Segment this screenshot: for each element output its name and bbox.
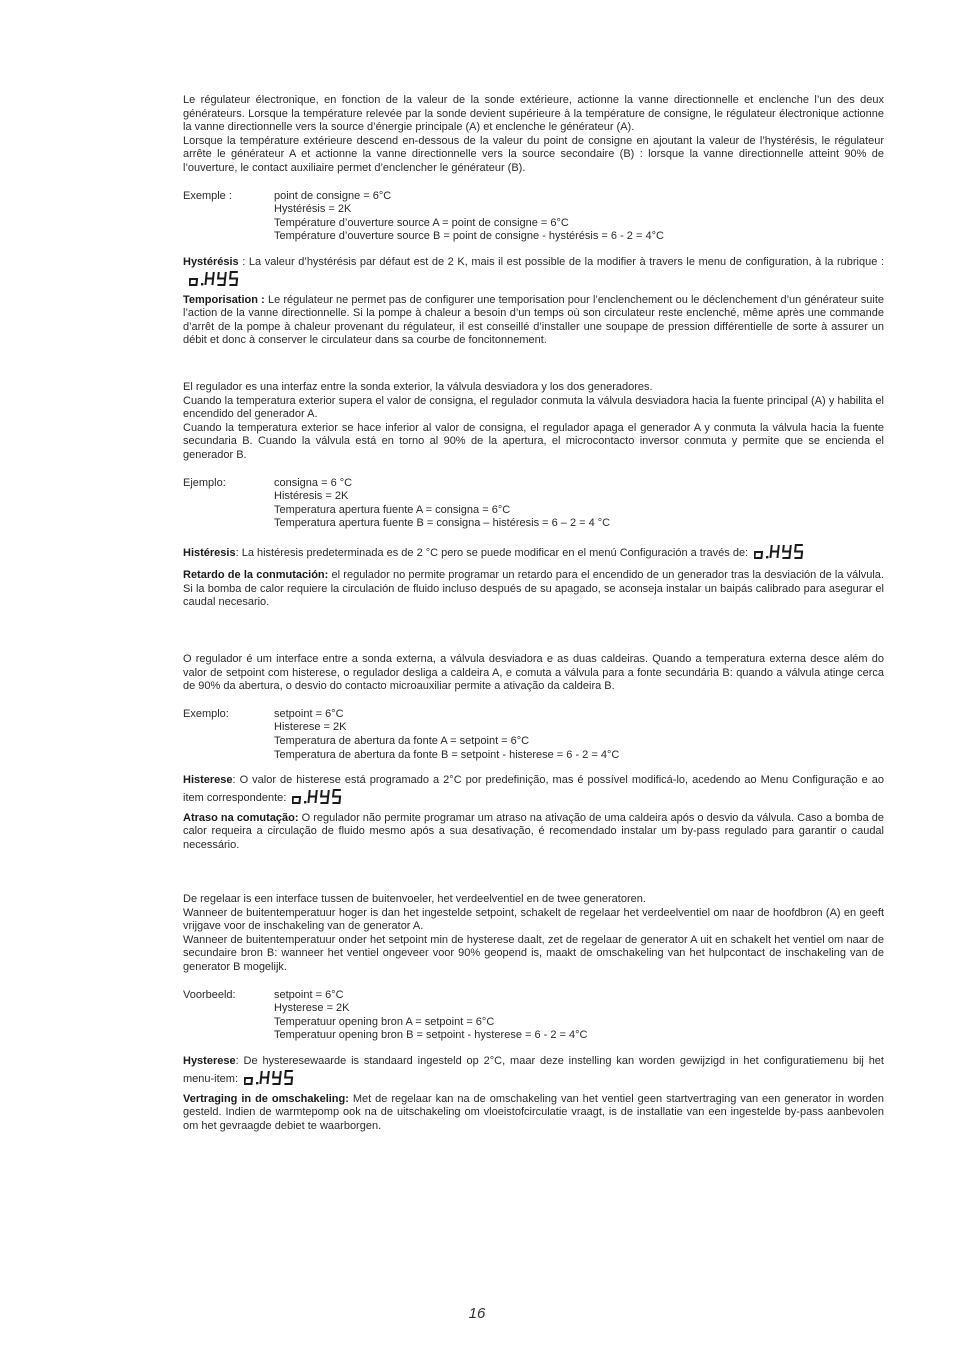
lcd-dot — [201, 283, 203, 285]
example-line: setpoint = 6°C — [274, 988, 344, 1001]
example-line: Temperatura apertura fuente B = consigna – histéresis = 6 – 2 = 4 °C — [274, 517, 611, 530]
lcd-glyph — [217, 272, 225, 285]
hysteresis-text: : La histéresis predeterminada es de 2 °C pero se puede modificar en el menú Configuración a través de: — [235, 546, 749, 559]
intro-paragraph: Wanneer de buitentemperatuur hoger is dan het ingestelde setpoint, schakelt de regelaar het verdeelventiel om naar de hoofdbron (A) en geeft vrijgave voor de inschakeling van de generator A. — [183, 906, 884, 933]
lcd-dot — [304, 801, 306, 803]
lcd-glyph — [795, 545, 803, 558]
example-label: Exemplo: — [183, 707, 229, 720]
example-line: Hystérésis = 2K — [274, 203, 352, 216]
delay-paragraph — [183, 569, 884, 610]
delay-text: O regulador não permite programar um atraso na ativação de uma caldeira após o desvio da válvula. Caso a bomba de calor requeira a circulação de fluido mesmo após a sua desativação, é recomendado instalar um by-pass regulado para garantir o caudal necessário. — [183, 811, 884, 851]
intro-paragraph: Le régulateur électronique, en fonction de la valeur de la sonde extérieure, actionne la vanne directionnelle et enclenche l’un des deux générateurs. Lorsque la température relevée par la sonde devient supérieure à la température de consigne, le régulateur électronique actionne la vanne directionnelle vers la source d’énergie principale (A) et enclenche le générateur (A). — [183, 94, 884, 134]
example-line: point de consigne = 6°C — [274, 189, 392, 202]
example-block — [183, 190, 884, 244]
intro-paragraph: Cuando la temperatura exterior supera el valor de consigna, el regulador conmuta la válvula desviadora hacia la fuente principal (A) y habilita el encendido del generador A. — [183, 394, 884, 421]
hysteresis-label: Histerese — [183, 774, 233, 787]
intro-paragraph: Wanneer de buitentemperatuur onder het setpoint min de hysterese daalt, zet de regelaar de generator A uit en schakelt het ventiel om naar de secundaire bron B: wanneer het ventiel ongeveer voor 90% geopend is, maakt de omschakeling van het hulpcontact de inschakeling van de generator B mogelijk. — [183, 933, 884, 973]
delay-text: el regulador no permite programar un retardo para el encendido de un generador tras la desviación de la válvula. Si la bomba de calor requiere la circulación de fluido incluso después de su apagado, se aconseja instalar un baipás calibrado para asegurar el caudal necesario. — [183, 568, 884, 609]
hysteresis-paragraph — [183, 1055, 884, 1087]
lcd-glyph — [205, 272, 213, 285]
lcd-display-code — [244, 1069, 300, 1087]
lcd-glyph — [783, 545, 791, 558]
example-line: Temperatura de abertura da fonte B = setpoint - histerese = 6 - 2 = 4°C — [274, 748, 620, 761]
example-label: Ejemplo: — [183, 476, 226, 489]
lcd-glyph — [260, 1071, 268, 1084]
lcd-glyph — [333, 790, 341, 803]
lcd-dot — [256, 1082, 258, 1084]
lcd-glyph — [771, 545, 779, 558]
intro-paragraph: De regelaar is een interface tussen de buitenvoeler, het verdeelventiel en de twee generatoren. — [183, 893, 646, 905]
hysteresis-text: : De hysteresewaarde is standaard ingesteld op 2°C, maar deze instelling kan worden gewijzigd in het configuratiemenu bij het menu-item: — [183, 1054, 884, 1085]
lcd-glyph — [244, 1078, 252, 1084]
example-block — [183, 477, 884, 531]
example-block — [183, 708, 884, 762]
page-number: 16 — [468, 1305, 486, 1322]
example-label: Voorbeeld: — [183, 988, 236, 1001]
example-line: Hysterese = 2K — [274, 1002, 350, 1015]
delay-text: Met de regelaar kan na de omschakeling van het ventiel geen startvertraging van een generator in worden gesteld. Indien de warmtepomp ook na de uitschakeling om vloeistofcirculatie vraagt, is de installatie van een ingestelde by-pass aanbevolen om het gevraagde debiet te waarborgen. — [183, 1092, 884, 1132]
section-dutch — [183, 893, 884, 1133]
example-line: consigna = 6 °C — [274, 476, 353, 489]
hysteresis-paragraph — [183, 543, 884, 561]
example-lines — [274, 708, 619, 762]
delay-paragraph — [183, 1093, 884, 1134]
example-block — [183, 989, 884, 1043]
example-label: Exemple : — [183, 189, 232, 202]
lcd-glyph — [321, 790, 329, 803]
lcd-glyph — [272, 1071, 280, 1084]
example-line: Temperatuur opening bron A = setpoint = 6°C — [274, 1015, 495, 1028]
delay-paragraph — [183, 812, 884, 853]
intro-paragraph: Lorsque la température extérieure descend en-dessous de la valeur du point de consigne en ajoutant la valeur de l’hystérésis, le régulateur arrête le générateur A et actionne la vanne directionnelle vers la source secondaire (B) : lorsque la vanne directionnelle atteint 90% de l’ouverture, le contact auxiliaire permet d’enclencher le générateur (B). — [183, 134, 884, 174]
example-line: Température d’ouverture source B = point de consigne - hystérésis = 6 - 2 = 4°C — [274, 230, 664, 243]
example-line: Température d’ouverture source A = point de consigne = 6°C — [274, 216, 569, 229]
hysteresis-label: Hystérésis — [183, 255, 239, 268]
lcd-display-code — [292, 788, 348, 806]
section-french — [183, 94, 884, 348]
lcd-display-code — [754, 543, 810, 561]
lcd-glyph — [229, 272, 237, 285]
example-line: Temperatura apertura fuente A = consigna = 6°C — [274, 503, 511, 516]
example-line: setpoint = 6°C — [274, 707, 344, 720]
lcd-glyph — [755, 552, 763, 558]
delay-text: Le régulateur ne permet pas de configurer une temporisation pour l’enclenchement ou le déclenchement d’un générateur suite l’action de la vanne directionnelle. Si la pompe à chaleur a besoin d’un temps où son circulateur reste enclenché, même après une commande d’arrêt de la pompe à chaleur provenant du régulateur, il est conseillé d’installer une soupape de pression différentielle de sorte à assurer un débit et donc à conserver le circulateur dans sa courbe de foncitonnement. — [183, 293, 884, 347]
lcd-display-code — [189, 270, 245, 288]
delay-label: Temporisation : — [183, 293, 265, 306]
example-line: Temperatura de abertura da fonte A = setpoint = 6°C — [274, 734, 530, 747]
delay-label: Atraso na comutação: — [183, 811, 299, 824]
hysteresis-text: : O valor de histerese está programado a 2°C por predefinição, mas é possível modificá-lo, acedendo ao Menu Configuração e ao item correspondente: — [183, 774, 884, 804]
lcd-glyph — [284, 1071, 292, 1084]
intro-paragraph: El regulador es una interfaz entre la sonda exterior, la válvula desviadora y los dos generadores. — [183, 381, 653, 393]
section-portuguese — [183, 653, 884, 853]
lcd-glyph — [309, 790, 317, 803]
intro-paragraph: O regulador é um interface entre a sonda externa, a válvula desviadora e as duas caldeiras. Quando a temperatura externa desce além do valor de setpoint com histerese, o regulador desliga a caldeira A, e comuta a válvula para a fonte secundária B: quando a válvula atinge cerca de 90% da abertura, o desvio do contacto microauxiliar permite a ativação da caldeira B. — [183, 653, 884, 693]
delay-paragraph — [183, 294, 884, 348]
example-line: Histerese = 2K — [274, 721, 347, 734]
example-line: Histéresis = 2K — [274, 490, 349, 503]
hysteresis-paragraph — [183, 256, 884, 288]
example-lines — [274, 989, 588, 1043]
intro-paragraph: Cuando la temperatura exterior se hace inferior al valor de consigna, el regulador apaga el generador A y conmuta la válvula hacia la fuente secundaria B. Cuando la válvula está en torno al 90% de la apertura, el microcontacto inversor conmuta y permite que se encienda el generador B. — [183, 421, 884, 461]
example-lines — [274, 477, 610, 531]
example-line: Temperatuur opening bron B = setpoint - hysterese = 6 - 2 = 4°C — [274, 1029, 588, 1042]
hysteresis-text: : La valeur d’hystérésis par défaut est de 2 K, mais il est possible de la modifier à travers le menu de configuration, à la rubrique : — [238, 255, 884, 268]
lcd-glyph — [293, 797, 301, 803]
section-spanish — [183, 381, 884, 610]
lcd-glyph — [189, 279, 197, 285]
lcd-dot — [766, 556, 768, 558]
example-lines — [274, 190, 664, 244]
hysteresis-paragraph — [183, 774, 884, 806]
delay-label: Retardo de la conmutación: — [183, 568, 329, 581]
hysteresis-label: Histéresis — [183, 546, 236, 559]
delay-label: Vertraging in de omschakeling: — [183, 1092, 349, 1105]
hysteresis-label: Hysterese — [183, 1054, 236, 1067]
